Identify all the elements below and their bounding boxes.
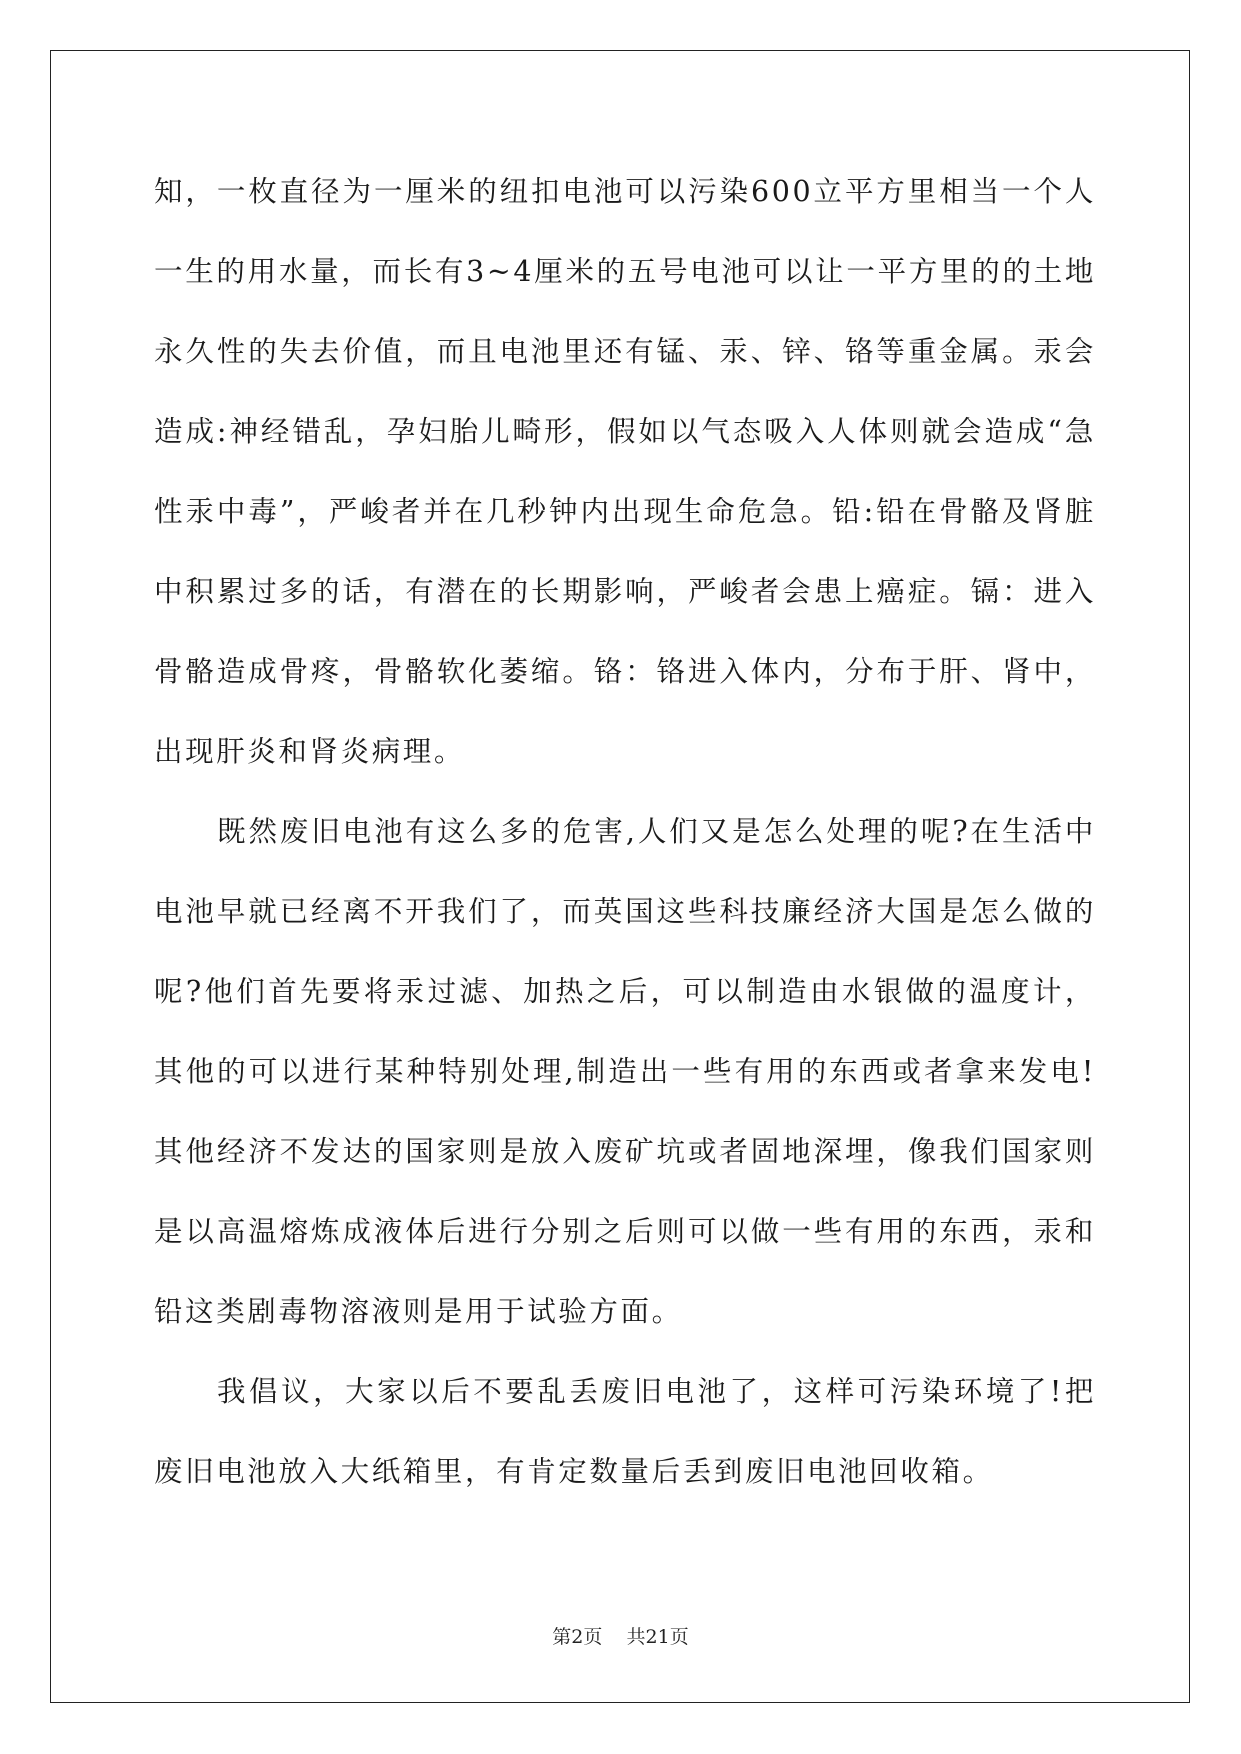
document-body — [154, 152, 1096, 1512]
page-footer — [0, 1622, 1241, 1649]
page-number: 第2页 — [552, 1626, 603, 1648]
paragraph-3: 我倡议，大家以后不要乱丢废旧电池了，这样可污染环境了!把废旧电池放入大纸箱里，有肯定数量后丢到废旧电池回收箱。 — [154, 1375, 1096, 1488]
total-pages: 共21页 — [626, 1626, 689, 1648]
paragraph-1: 知，一枚直径为一厘米的纽扣电池可以污染600立平方里相当一个人一生的用水量，而长有3~4厘米的五号电池可以让一平方里的的土地永久性的失去价值，而且电池里还有锰、汞、锌、铬等重金属。汞会造成:神经错乱，孕妇胎儿畸形，假如以气态吸入人体则就会造成“急性汞中毒”，严峻者并在几秒钟内出现生命危急。铅:铅在骨骼及肾脏中积累过多的话，有潜在的长期影响，严峻者会患上癌症。镉：进入骨骼造成骨疼，骨骼软化萎缩。铬：铬进入体内，分布于肝、肾中，出现肝炎和肾炎病理。 — [154, 175, 1096, 768]
paragraph-2: 既然废旧电池有这么多的危害,人们又是怎么处理的呢?在生活中电池早就已经离不开我们了，而英国这些科技廉经济大国是怎么做的呢?他们首先要将汞过滤、加热之后，可以制造由水银做的温度计，其他的可以进行某种特别处理,制造出一些有用的东西或者拿来发电!其他经济不发达的国家则是放入废矿坑或者固地深埋，像我们国家则是以高温熔炼成液体后进行分别之后则可以做一些有用的东西，汞和铅这类剧毒物溶液则是用于试验方面。 — [154, 815, 1096, 1328]
